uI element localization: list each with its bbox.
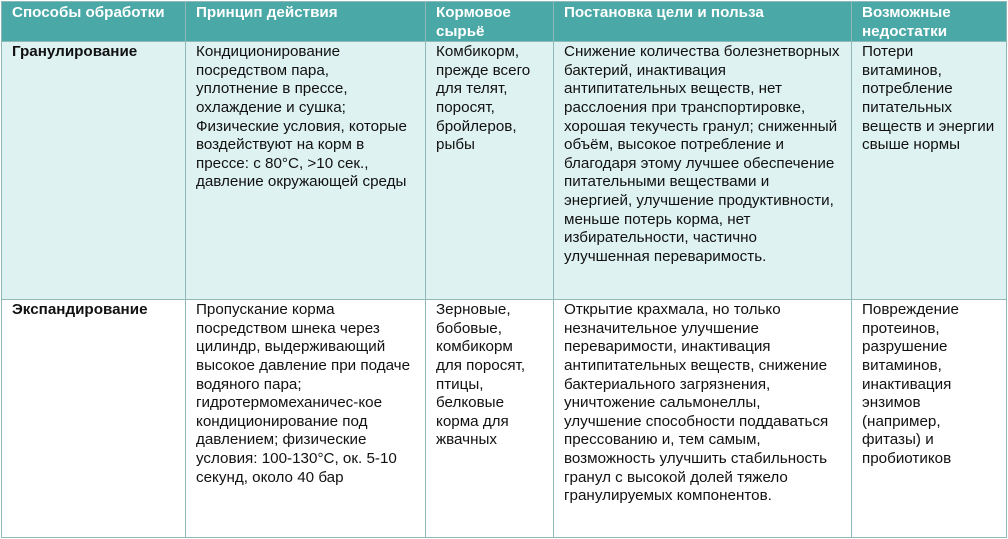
cell-method: Экспандирование	[2, 300, 186, 538]
header-processing-method: Способы обработки	[2, 2, 186, 42]
header-principle: Принцип действия	[186, 2, 426, 42]
header-raw-material: Кормовое сырьё	[426, 2, 554, 42]
table-row-expansion	[2, 300, 1007, 538]
cell-principle: Кондиционирование посредством пара, уплотнение в прессе, охлаждение и сушка; Физические условия, которые воздействуют на корм в прессе: с 80°C, >10 сек., давление окружающей среды	[186, 42, 426, 300]
header-goal-benefit: Постановка цели и польза	[554, 2, 852, 42]
cell-benefit: Снижение количества болезнетворных бактерий, инактивация антипитательных веществ, нет расслоения при транспортировке, хорошая текучесть гранул; сниженный объём, высокое потребление и благодаря этому лучшее обеспечение питательными веществами и энергией, улучшение продуктивности, меньше потерь корма, нет избирательности, частично улучшенная переваримость.	[554, 42, 852, 300]
cell-raw-material: Зерновые, бобовые, комбикорм для поросят, птицы, белковые корма для жвачных	[426, 300, 554, 538]
feed-processing-table	[1, 1, 1007, 538]
cell-principle: Пропускание корма посредством шнека через цилиндр, выдерживающий высокое давление при подаче водяного пара; гидротермомеханичес-кое кондиционирование под давлением; физические условия: 100-130°C, ок. 5-10 секунд, около 40 бар	[186, 300, 426, 538]
cell-raw-material: Комбикорм, прежде всего для телят, поросят, бройлеров, рыбы	[426, 42, 554, 300]
cell-drawbacks: Потери витаминов, потребление питательных веществ и энергии свыше нормы	[852, 42, 1007, 300]
table-row-granulation	[2, 42, 1007, 300]
cell-benefit: Открытие крахмала, но только незначительное улучшение переваримости, инактивация антипитательных веществ, снижение бактериального загрязнения, уничтожение сальмонеллы, улучшение способности поддаваться прессованию и, тем самым, возможность улучшить стабильность гранул с высокой долей тяжело гранулируемых компонентов.	[554, 300, 852, 538]
table-header-row	[2, 2, 1007, 42]
header-drawbacks: Возможные недостатки	[852, 2, 1007, 42]
cell-drawbacks: Повреждение протеинов, разрушение витаминов, инактивация энзимов (например, фитазы) и пробиотиков	[852, 300, 1007, 538]
cell-method: Гранулирование	[2, 42, 186, 300]
